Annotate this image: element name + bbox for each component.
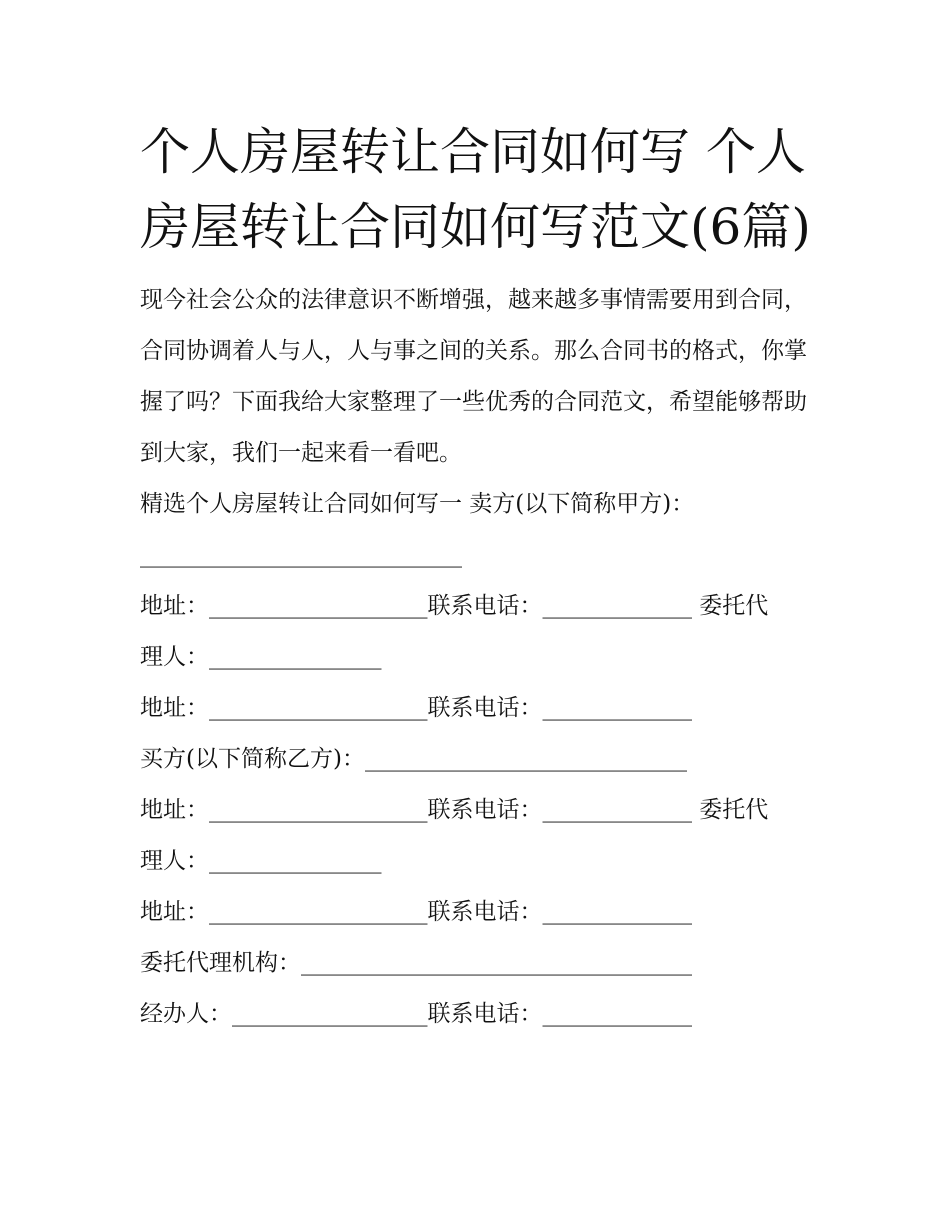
document-page xyxy=(140,115,820,1040)
buyer-heading-line: 买方(以下简称乙方)：____________________________ xyxy=(140,746,687,772)
buyer-agent-line: 理人：_______________ xyxy=(140,848,382,874)
document-title: 个人房屋转让合同如何写 个人房屋转让合同如何写范文(6篇) xyxy=(140,123,811,256)
intro-paragraph: 现今社会公众的法律意识不断增强，越来越多事情需要用到合同，合同协调着人与人，人与事之间的关系。那么合同书的格式，你掌握了吗？下面我给大家整理了一些优秀的合同范文，希望能够帮助到大家，我们一起来看一看吧。 xyxy=(140,287,807,466)
contract-fields xyxy=(140,479,820,1040)
seller-name-blank: ____________________________ xyxy=(140,542,462,568)
handler-line: 经办人：_________________联系电话：_____________ xyxy=(140,1001,692,1027)
seller-agent-address-line: 地址：___________________联系电话：_____________ xyxy=(140,695,692,721)
seller-heading-line: 精选个人房屋转让合同如何写一 卖方(以下简称甲方)： xyxy=(140,491,695,517)
buyer-address-line: 地址：___________________联系电话：_____________ 委托代 xyxy=(140,797,769,823)
agency-line: 委托代理机构：__________________________________ xyxy=(140,950,692,976)
seller-agent-line: 理人：_______________ xyxy=(140,644,382,670)
seller-address-line: 地址：___________________联系电话：_____________ 委托代 xyxy=(140,593,769,619)
buyer-agent-address-line: 地址：___________________联系电话：_____________ xyxy=(140,899,692,925)
